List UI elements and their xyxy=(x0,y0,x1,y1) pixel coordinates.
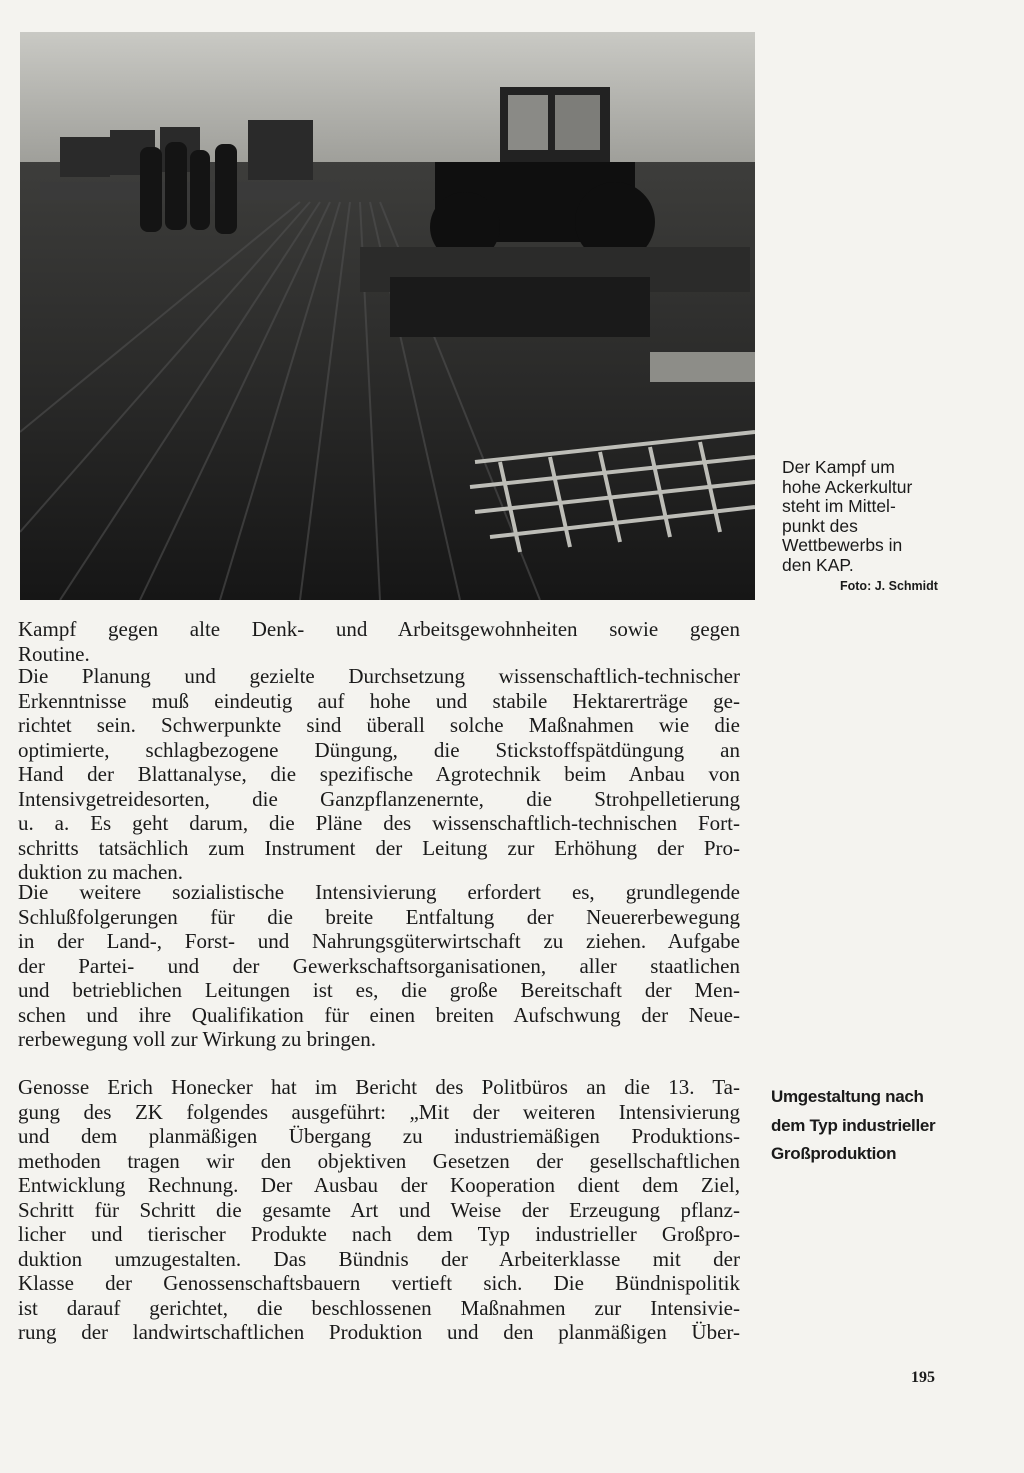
text-line: Intensivgetreidesorten, die Ganzpflanzenernte, die Strohpelletierung xyxy=(18,786,740,811)
text-line: duktion zu machen. xyxy=(18,860,184,884)
text-line: gung des ZK folgendes ausgeführt: „Mit der weiteren Intensivierung xyxy=(18,1099,740,1124)
photo-tractors-field xyxy=(20,32,755,600)
side-heading xyxy=(771,1083,991,1169)
text-line: Schritt für Schritt die gesamte Art und Weise der Erzeugung pflanz- xyxy=(18,1197,740,1222)
caption-line: Wettbewerbs in xyxy=(782,535,903,555)
text-line: Genosse Erich Honecker hat im Bericht des Politbüros an die 13. Ta- xyxy=(18,1075,740,1099)
photo-icon xyxy=(20,32,755,600)
text-line: und dem planmäßigen Übergang zu industriemäßigen Produktions- xyxy=(18,1124,740,1148)
text-line: rung der landwirtschaftlichen Produktion und den planmäßigen Über- xyxy=(18,1320,740,1344)
text-line: richtet sein. Schwerpunkte sind überall solche Maßnahmen wie die xyxy=(18,713,740,737)
text-line: Entwicklung Rechnung. Der Ausbau der Kooperation dient dem Ziel, xyxy=(18,1173,740,1197)
text-line: rerbewegung voll zur Wirkung zu bringen. xyxy=(18,1027,376,1051)
text-line: Die weitere sozialistische Intensivierung erfordert es, grundlegende xyxy=(18,880,740,904)
text-line: schritts tatsächlich zum Instrument der Leitung zur Erhöhung der Pro- xyxy=(18,835,740,860)
text-line: optimierte, schlagbezogene Düngung, die Stickstoffspätdüngung an xyxy=(18,737,740,762)
text-line: u. a. Es geht darum, die Pläne des wissenschaftlich-technischen Fort- xyxy=(18,811,740,835)
page-number: 195 xyxy=(911,1369,935,1386)
text-line: Klasse der Genossenschaftsbauern vertieft sich. Die Bündnispolitik xyxy=(18,1271,740,1295)
text-line: Routine. xyxy=(18,641,90,666)
caption-line: hohe Ackerkultur xyxy=(782,476,913,497)
paragraph-2 xyxy=(18,664,740,885)
caption-line: punkt des xyxy=(782,515,858,536)
text-line: licher und tierischer Produkte nach dem Typ industrieller Großpro- xyxy=(18,1222,740,1246)
photo-caption xyxy=(782,458,982,575)
text-line: Die Planung und gezielte Durchsetzung wissenschaftlich-technischer xyxy=(18,664,740,688)
side-heading-line: Umgestaltung nach xyxy=(771,1087,924,1106)
caption-line: den KAP. xyxy=(782,554,854,575)
text-line: schen und ihre Qualifikation für einen breiten Aufschwung der Neue- xyxy=(18,1002,740,1027)
text-line: Hand der Blattanalyse, die spezifische Agrotechnik beim Anbau von xyxy=(18,762,740,786)
text-line: Schlußfolgerungen für die breite Entfaltung der Neuererbewegung xyxy=(18,904,740,929)
text-line: methoden tragen wir den objektiven Gesetzen der gesellschaftlichen xyxy=(18,1148,740,1173)
paragraph-4 xyxy=(18,1075,740,1345)
text-line: ist darauf gerichtet, die beschlossenen Maßnahmen zur Intensivie- xyxy=(18,1295,740,1320)
photo-credit: Foto: J. Schmidt xyxy=(840,579,938,593)
caption-line: Der Kampf um xyxy=(782,457,895,477)
text-line: der Partei- und der Gewerkschaftsorganisationen, aller staatlichen xyxy=(18,953,740,978)
text-line: Erkenntnisse muß eindeutig auf hohe und stabile Hektarerträge ge- xyxy=(18,688,740,713)
paragraph-3 xyxy=(18,880,740,1052)
text-line: und betrieblichen Leitungen ist es, die große Bereitschaft der Men- xyxy=(18,978,740,1002)
caption-line: steht im Mittel- xyxy=(782,496,896,516)
paragraph-1 xyxy=(18,617,740,666)
text-line: Kampf gegen alte Denk- und Arbeitsgewohnheiten sowie gegen xyxy=(18,617,740,641)
side-heading-line: dem Typ industrieller xyxy=(771,1115,936,1135)
text-line: in der Land-, Forst- und Nahrungsgüterwirtschaft zu ziehen. Aufgabe xyxy=(18,929,740,953)
side-heading-line: Großproduktion xyxy=(771,1144,897,1163)
text-line: duktion umzugestalten. Das Bündnis der Arbeiterklasse mit der xyxy=(18,1246,740,1271)
